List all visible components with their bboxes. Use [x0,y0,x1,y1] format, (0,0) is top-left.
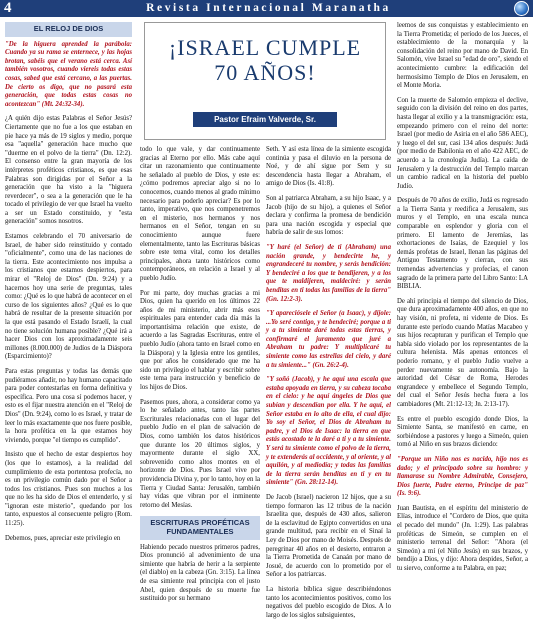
column-1 [5,22,132,549]
paragraph: Seth. Y así esta línea de la simiente escogida continúa y pasa el diluvio en la persona de Noé, y de ahí sigue por Sem y su descendencia hasta llegar a Abraham, el amigo de Dios (Is. 41:8). [266,146,391,188]
column-3 [266,146,391,626]
scripture-quote: "Porque un Niño nos es nacido, hijo nos es dado; y el principado sobre su hombro: y llamarase su Nombre Admirable, Consejero, Dios fuerte, Padre eterno, Príncipe de paz" (Is. 9:6). [397,455,528,498]
author-banner: Pastor Efraim Valverde, Sr. [193,112,337,127]
opening-quote: "De la higuera aprended la parábola: Cuando ya su rama se enternece, y las hojas brotan, sabéis que el verano está cerca. Así también vosotros, cuando viereis todas estas cosas, sabed que está cercano, a las puertas. De cierto os digo, que no pasará esta generación, que todas estas cosas no acontezcan" (Mt. 24:32-34). [5,40,132,108]
title-line-1: ¡ISRAEL CUMPLE [168,35,362,60]
paragraph: Después de 70 años de exilio, Judá es regresado a la Tierra Santa y reedifica a Jerusalem, sus muros y el Templo, en una escala nunca comparable en esplendor y gloria con el primero. El lamento de Jeremías, las exhortaciones de Isaías, de Ezequiel y los demás profetas de Israel, llenan las páginas del Antiguo Testamento y cierran, con sus tremendas advertencias y profecías, el canon sagrado de la primera parte del Libro Santo: LA BIBLIA. [397,197,528,291]
paragraph: Por mi parte, doy muchas gracias a mi Dios, quien ha querido en los últimos 22 años de mi ministerio, abrir más esos espirituales para entender cada día más la importantísima relación que existe, de acuerdo a las Sagradas Escrituras, entre el pueblo Judío (ahora tanto en Israel como en la Diáspora) y la Iglesia entre los gentiles, que por años he considerado que me ha sido un privilegio el hablar y escribir sobre este tema para instrucción y beneficio de los hijos de Dios. [140,289,260,392]
page-header [0,0,533,17]
paragraph: Estamos celebrando el 70 aniversario de Israel, de haber sido reinstituido y contado "oficialmente", como una de las naciones de la tierra. Este acontecimiento nos impulsa a los cristianos que estamos despiertos, para mirar el "Reloj de Dios" (Dn. 9:24) y a hacernos hoy una serie de preguntas, tales como: ¿Qué es lo que habrá de acontecer en el curso de los siguientes años? ¿Qué es lo que habrá de resultar de la presente situación por la que está pasando el Estado Israelí, la cual no tiene solución humana posible? ¿Qué irá a hacer Dios con los aproximadamente seis millones (8.000.000) de Judíos de la Diáspora (Esparcimiento)? [5,233,132,361]
scripture-quote: "Y haré (el Señor) de ti (Abraham) una nación grande, y bendecirte he, y engrandeceré tu nombre, y serás bendición: Y bendeciré a los que te bendijeren, y a los que te maldijeren, maldeciré: y serán benditas en ti todas las familias de la tierra" (Gn. 12:2-3). [266,243,391,303]
paragraph: Habiendo pecado nuestros primeros padres, Dios pronunció al advenimiento de una simiente que habría de herir a la serpiente (el diablo) en la cabeza (Gn. 3:15). La línea de esa simiente real principia con el justo Abel, quien después de su muerte fue sustituido por su hermano [140,543,260,603]
article-title-box [144,22,386,140]
paragraph: Debemos, pues, apreciar este privilegio en [5,534,121,542]
globe-icon [514,1,529,16]
page-number: 4 [4,0,12,16]
paragraph: Para estas preguntas y todas las demás que pudiéramos añadir, no hay humano capacitado para poder contestarlas en forma definitiva y específica. Pero una cosa sí podemos hacer, y esto es el fijar nuestra atención en el "Reloj de Dios" (Dn. 9:24), como lo es Israel, y tratar de leer lo más exactamente que nos fuere posible, la hora profética en la que estamos hoy viviendo, porque "el tiempo es cumplido". [5,367,132,444]
column-4 [397,22,528,580]
section-title-escrituras: ESCRITURAS PROFÉTICAS FUNDAMENTALES [140,516,260,539]
paragraph: La historia bíblica sigue describiéndonos tanto los acontecimientos positivos, como los negativos del pueblo escogido de Dios. A lo largo de los siglos subsiguientes, [266,585,391,619]
paragraph: Son al patriarca Abraham, a su hijo Isaac, y a Jacob (hijo de su hijo), a quienes el Señor declara y confirma la promesa de bendición para una nación escogida y especial que habría de salir de sus lomos: [266,194,391,237]
masthead-title: Revista Internacional Maranatha [146,2,391,14]
title-line-2: 70 AÑOS! [214,60,316,85]
paragraph: Con la muerte de Salomón empieza el declive, seguido con la división del reino en dos partes, hasta llegar al exilio y a la transmigración: esta, empezando primero con el reino del norte: Israel (por medio de Asiria en el año 586 AEC), y luego el del sur, casi 134 años después: Judá (por medio de Babilonia en el año 422 AEC, de acuerdo a la cronología Judía). La caída de Jerusalem y la destrucción del Templo marcan un cambio radical en la historia del pueblo Judío. [397,96,528,190]
article-title [145,35,385,85]
section-title-reloj: EL RELOJ DE DIOS [5,22,132,37]
paragraph: Insisto que el hecho de estar despiertos hoy (los que lo estamos), a la realidad del cumplimiento de esta portentosa profecía, no es un privilegio común dado por el Señor a todos los cristianos. Pues son muchos a los que no les ha sido de Dios el entenderlo, y sí "ignoran este misterio", quedando por los tanto, expuestos al consecuente peligro (Rom. 11:25). [5,451,132,528]
paragraph: Es entre el pueblo escogido donde Dios, la Simiente Santa, se manifestó en carne, en sorbiéndose a pastores y luego a Simeón, quien tomó al Niño en sus brazos diciendo: [397,415,528,449]
paragraph: ¿A quién dijo estas Palabras el Señor Jesús? Ciertamente que no fue a los que estaban en pie hace ya más de 19 siglos y medio, porque esa "aquella" generación hace mucho que "duerme en el polvo de la tierra" (Dn. 12:2). El consenso entre la gran mayoría de los intérpretes proféticos cristianos, es que esas Palabras son dirigidas por el Señor a la generación que ha visto a la "higuera reverdecer", o sea a la generación que le ha tocado el privilegio de ver que Israel ha vuelto a ser un Estado constituido, y "esta generación" somos nosotros. [5,115,132,226]
scripture-quote: "Y soñó (Jacob), y he aquí una escala que estaba apoyada en tierra, y su cabeza tocaba en el cielo: y he aquí ángeles de Dios que subían y descendían por ella. Y he aquí, el Señor estaba en lo alto de ella, el cual dijo: Yo soy el Señor, el Dios de Abraham tu padre, y el Dios de Isaac: la tierra en que estás acostado te la daré a ti y a tu simiente. Y será tu simiente como el polvo de la tierra, y te extenderás al occidente, y al oriente, y al aquilón, y al mediodía; y todas las familias de la tierra serán benditas en ti y en tu simiente" (Gn. 28:12-14). [266,376,391,487]
column-2 [140,146,260,610]
paragraph: De ahí principia el tiempo del silencio de Dios, que dura aproximadamente 400 años, en que no hay visión, ni profeta, ni vidente de Dios. Es durante este período cuando Matías Macabeo y sus hijos recapturan y purifican el Templo que había sido violado por los representantes de la cultura helenista. Más apenas entonces el poderío romano, y el pueblo Judío vuelve a perder nuevamente su autonomía. Bajo la autoridad del César de Roma, Herodes engrandece y embellece el Segundo Templo, del cual el Señor Jesús hecha fuera a los cambiadores (Mt. 21:12-13; Jn. 2:13-17). [397,297,528,408]
paragraph: leemos de sus conquistas y establecimiento en la Tierra Prometida; el período de los Jueces, el establecimiento de la monarquía y la consolidación del reino por mano de David. En Salomón, vive Israel su "edad de oro", siendo el acontecimiento cumbre: la edificación del hermosísimo Templo de Dios en Jerusalem, en el Monte Moria. [397,22,528,90]
scripture-quote: "Y apareciósele el Señor (a Isaac), y díjole: ...Yo seré contigo, y te bendeciré; porque a ti y a tu simiente daré todas estas tierras, y confirmaré el juramento que juré a Abraham tu padre: Y multiplicaré tu simiente como las estrellas del cielo, y daré a tu simiente..." (Gn. 26:2-4). [266,310,391,369]
paragraph: todo lo que vale, y dar continuamente gracias al Eterno por ello. Más cabe aquí citar un razonamiento que continuamente he señalado al pueblo de Dios, y este es: ¿cómo podremos apreciar algo si no lo conocemos, cuando menos al grado mínimo necesario para poderlo apreciar? Es por lo tanto, imperativo, que nos compenetremos en el misterio, nos hermanos y nos hermanos en el Señor, tengan en su conocimiento aunque fuere elementalmente, tanto las Escrituras básicas sobre este tema vital, como los detalles principales, ahora tanto históricos como contemporáneos, en relación a Israel y al pueblo Judío. [140,146,260,282]
paragraph: Pasemos pues, ahora, a considerar como ya lo he señalado antes, tanto las partes Escriturales relacionadas con el lugar del pueblo Judío en el plan de salvación de Dios, como también los datos históricos que durante los 20 últimos siglos, y mayormente durante el siglo XX, sobrevenido como altos montes en el horizonte de Dios. Pues Israel vive por providencia Divina y, por lo tanto, hoy en la Tierra y Ciudad Santa: Jerusalén, también hay vidas que vibran por el inminente retorno del Mesías. [140,398,260,509]
paragraph: De Jacob (Israel) nacieron 12 hijos, que a su tiempo formaron las 12 tribus de la nación Israelita que, después de 430 años, salieron de la esclavitud de Egipto convertidos en una grande multitud, para recibir en el Sinaí la Ley de Dios por mano de Moisés. Después de peregrinar 40 años en el desierto, entraron a la Tierra Prometida de Canaán por mano de Josué, de acuerdo con lo prometido por el Señor a los patriarcas. [266,493,391,579]
paragraph: Juan Bautista, en el espíritu del ministerio de Elías, introduce el "Cordero de Dios, que quita el pecado del mundo" (Jn. 1:29). Las palabras proféticas de Simeón, se cumplen en el ministerio terrenal del Señor: "Ahora (el Simeón) a mí (el Niño Jesús) en sus brazos, y bendijo a Dios, y dijo: Ahora despides, Señor, a tu siervo, conforme a tu Palabra, en paz; [397,504,528,573]
